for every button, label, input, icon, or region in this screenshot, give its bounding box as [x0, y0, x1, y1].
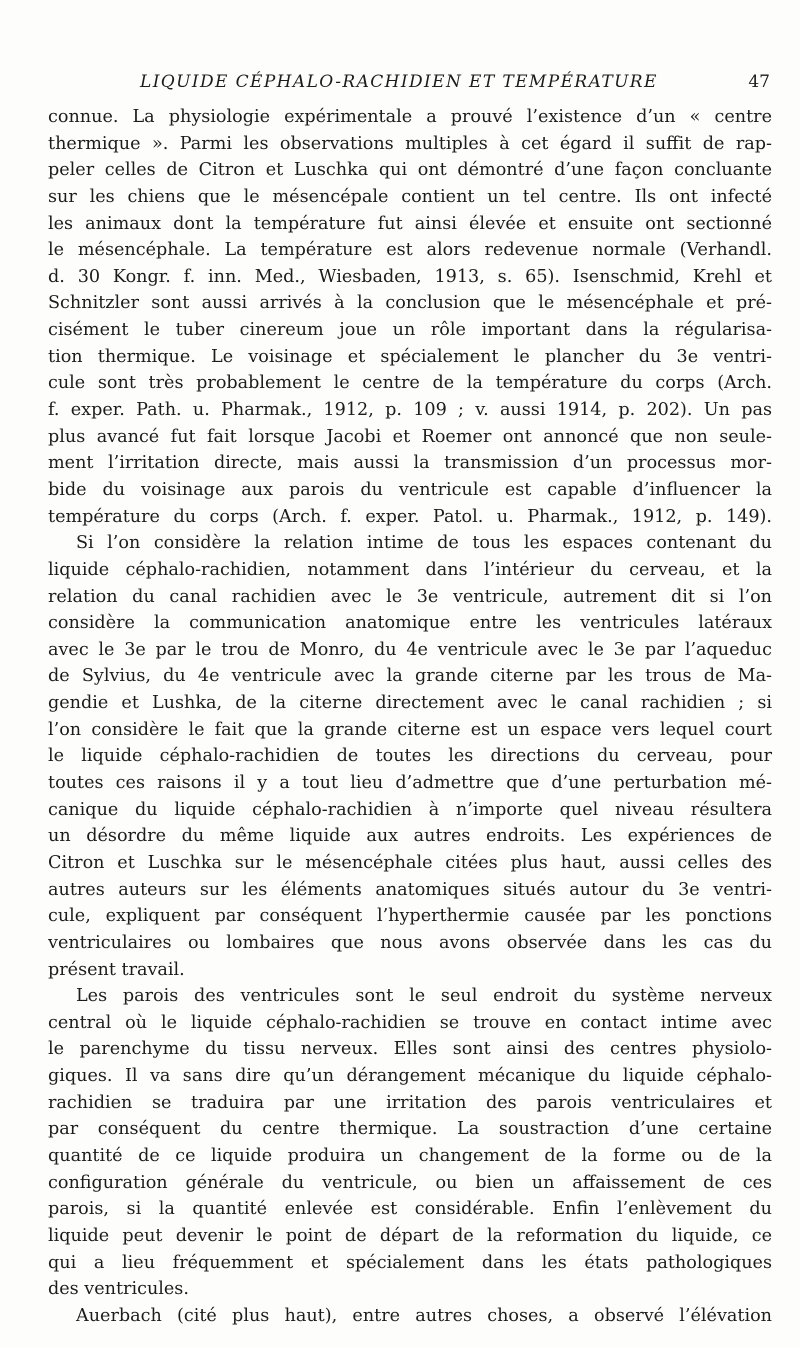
text-line: Citron et Luschka sur le mésencéphale citées plus haut, aussi celles des [48, 852, 772, 873]
text-line: tion thermique. Le voisinage et spécialement le plancher du 3e ventri- [48, 346, 772, 367]
text-line: central où le liquide céphalo-rachidien se trouve en contact intime avec [48, 1012, 772, 1033]
text-line: rachidien se traduira par une irritation des parois ventriculaires et [48, 1092, 772, 1113]
text-line: avec le 3e par le trou de Monro, du 4e ventricule avec le 3e par l’aqueduc [48, 639, 772, 660]
text-line: le liquide céphalo-rachidien de toutes les directions du cerveau, pour [48, 746, 772, 767]
running-head-title: LIQUIDE CÉPHALO-RACHIDIEN ET TEMPÉRATURE [140, 72, 658, 92]
text-line: les animaux dont la température fut ainsi élevée et ensuite ont sectionné [48, 213, 772, 234]
text-line: cule sont très probablement le centre de la température du corps (Arch. [48, 373, 772, 394]
text-line: de Sylvius, du 4e ventricule avec la grande citerne par les trous de Ma- [48, 666, 772, 687]
text-line: cisément le tuber cinereum joue un rôle important dans la régularisa- [48, 320, 772, 341]
running-head [140, 72, 770, 96]
text-line: f. exper. Path. u. Pharmak., 1912, p. 109 ; v. aussi 1914, p. 202). Un pas [48, 400, 772, 421]
text-line: cule, expliquent par conséquent l’hyperthermie causée par les ponctions [48, 906, 772, 927]
text-line: l’on considère le fait que la grande citerne est un espace vers lequel court [48, 719, 772, 740]
text-line: thermique ». Parmi les observations multiples à cet égard il suffit de rap- [48, 133, 772, 154]
body-text [48, 104, 772, 1329]
text-line: sur les chiens que le mésencépale contient un tel centre. Ils ont infecté [48, 186, 772, 207]
text-line: toutes ces raisons il y a tout lieu d’admettre que d’une perturbation mé- [48, 773, 772, 794]
text-line: Les parois des ventricules sont le seul endroit du système nerveux [76, 986, 772, 1007]
text-line: relation du canal rachidien avec le 3e ventricule, autrement dit si l’on [48, 586, 772, 607]
text-line: quantité de ce liquide produira un changement de la forme ou de la [48, 1145, 772, 1166]
text-line: configuration générale du ventricule, ou bien un affaissement de ces [48, 1172, 772, 1193]
text-line: connue. La physiologie expérimentale a prouvé l’existence d’un « centre [48, 107, 772, 127]
text-line: bide du voisinage aux parois du ventricule est capable d’influencer la [48, 479, 772, 500]
text-line: d. 30 Kongr. f. inn. Med., Wiesbaden, 1913, s. 65). Isenschmid, Krehl et [48, 266, 772, 287]
text-line: considère la communication anatomique entre les ventricules latéraux [48, 613, 772, 634]
text-line: liquide céphalo-rachidien, notamment dans l’intérieur du cerveau, et la [48, 559, 772, 580]
page-number: 47 [748, 72, 770, 92]
text-line: liquide peut devenir le point de départ de la reformation du liquide, ce [48, 1225, 772, 1246]
text-line: giques. Il va sans dire qu’un dérangement mécanique du liquide céphalo- [48, 1066, 772, 1087]
text-line: qui a lieu fréquemment et spécialement dans les états pathologiques [48, 1252, 772, 1273]
text-line: Si l’on considère la relation intime de tous les espaces contenant du [76, 533, 772, 554]
text-line: gendie et Lushka, de la citerne directement avec le canal rachidien ; si [48, 693, 772, 714]
text-line: présent travail. [48, 959, 185, 980]
text-line: parois, si la quantité enlevée est considérable. Enfin l’enlèvement du [48, 1199, 772, 1220]
text-line: plus avancé fut fait lorsque Jacobi et Roemer ont annoncé que non seule- [48, 426, 772, 447]
text-line: un désordre du même liquide aux autres endroits. Les expériences de [48, 826, 772, 847]
text-line: Auerbach (cité plus haut), entre autres choses, a observé l’élévation [76, 1305, 772, 1326]
text-line: par conséquent du centre thermique. La soustraction d’une certaine [48, 1119, 772, 1140]
text-line: température du corps (Arch. f. exper. Patol. u. Pharmak., 1912, p. 149). [48, 506, 772, 527]
text-line: le mésencéphale. La température est alors redevenue normale (Verhandl. [48, 240, 772, 261]
text-line: des ventricules. [48, 1279, 189, 1300]
text-line: Schnitzler sont aussi arrivés à la conclusion que le mésencéphale et pré- [48, 293, 772, 314]
text-line: peler celles de Citron et Luschka qui ont démontré d’une façon concluante [48, 160, 772, 181]
text-line: canique du liquide céphalo-rachidien à n’importe quel niveau résultera [48, 799, 772, 820]
text-line: ventriculaires ou lombaires que nous avons observée dans les cas du [48, 932, 772, 953]
text-line: le parenchyme du tissu nerveux. Elles sont ainsi des centres physiolo- [48, 1039, 772, 1060]
text-line: ment l’irritation directe, mais aussi la transmission d’un processus mor- [48, 453, 772, 474]
text-line: autres auteurs sur les éléments anatomiques situés autour du 3e ventri- [48, 879, 772, 900]
